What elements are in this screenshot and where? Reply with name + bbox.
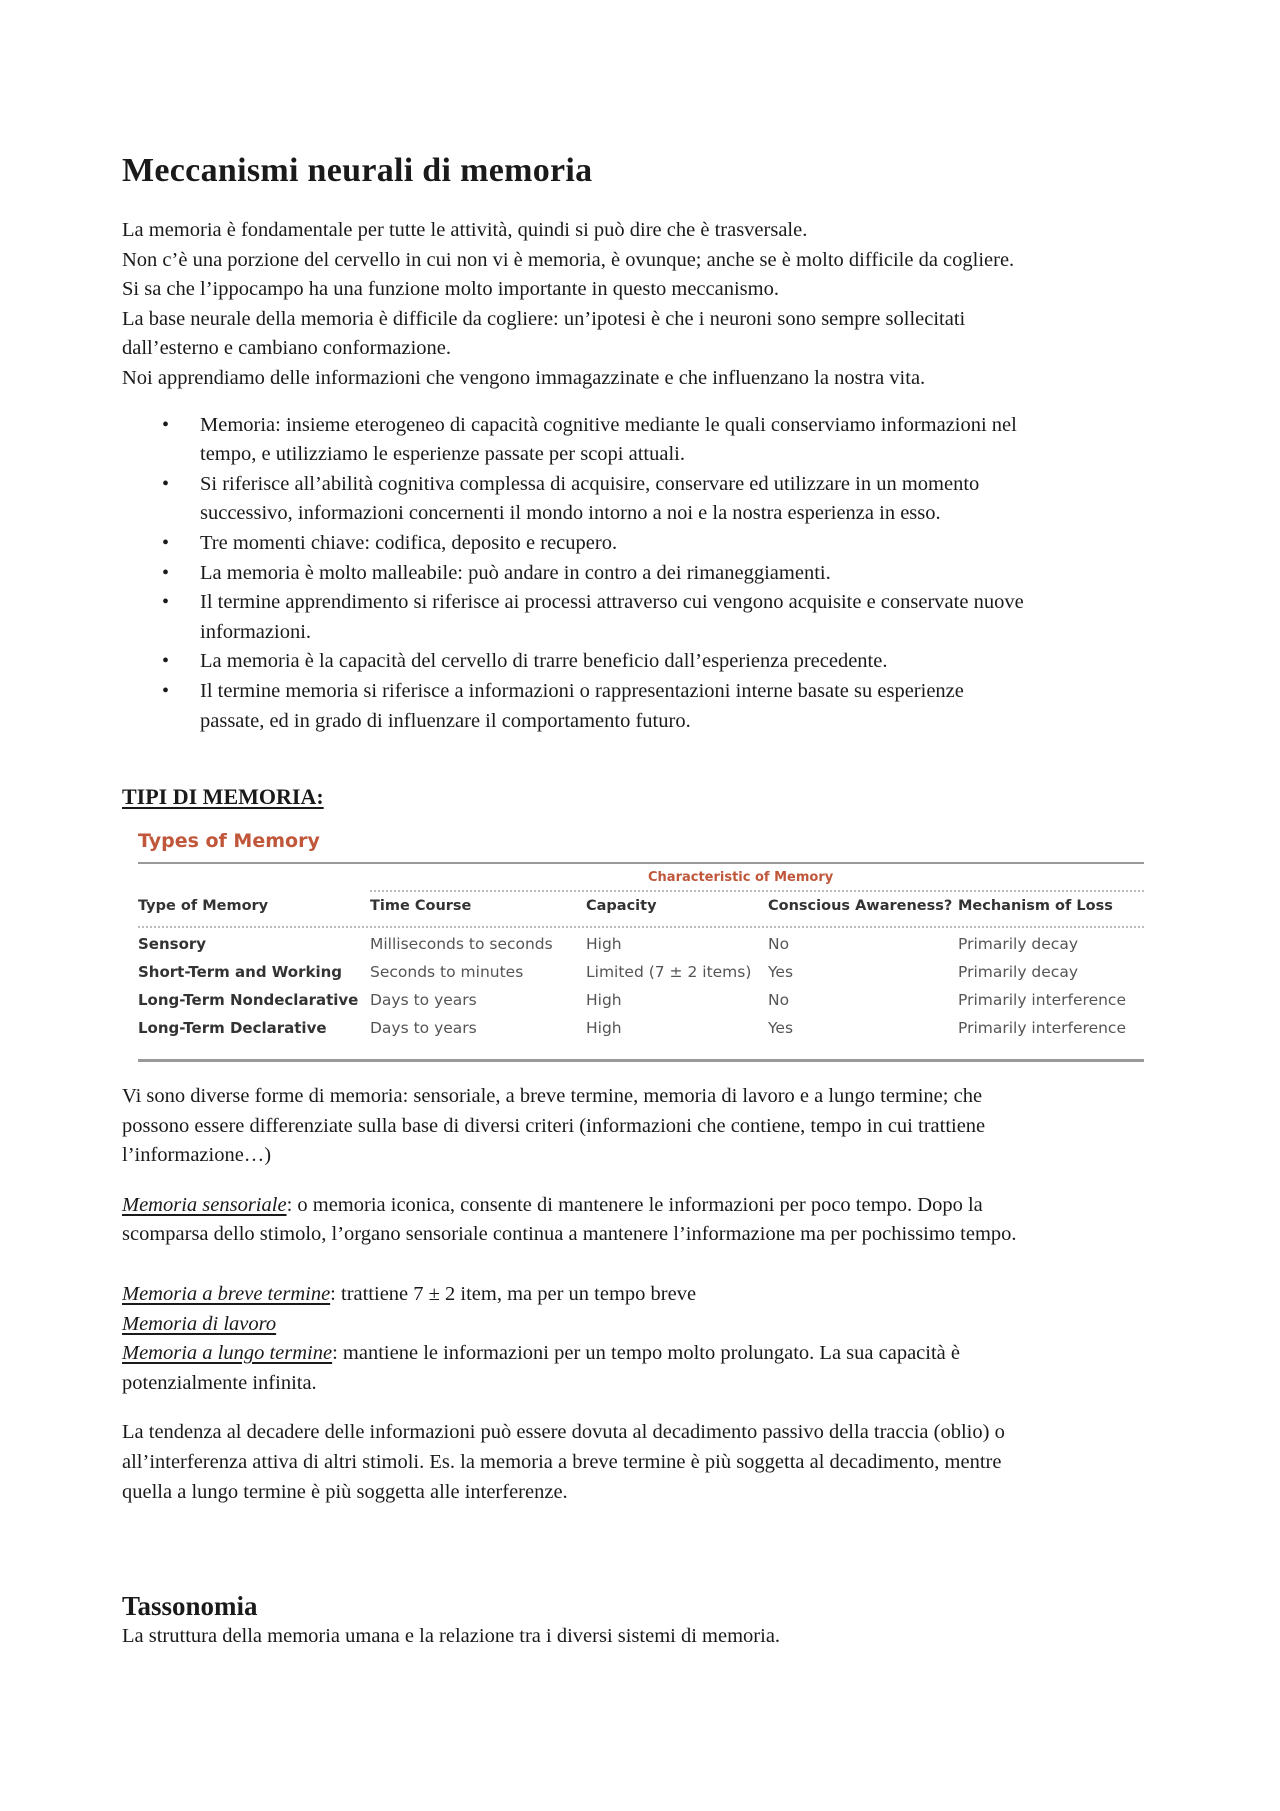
table-cell: High: [586, 935, 622, 954]
figure-title: Types of Memory: [138, 830, 320, 853]
intro-line: La base neurale della memoria è difficile da cogliere: un’ipotesi è che i neuroni sono sempre sollecitati: [122, 307, 966, 330]
bullet-icon: •: [162, 472, 170, 495]
table-cell: Primarily decay: [958, 935, 1079, 954]
table-header-cell: Conscious Awareness?: [768, 898, 953, 915]
intro-line: dall’esterno e cambiano conformazione.: [122, 337, 451, 360]
table-header-cell: Mechanism of Loss: [958, 898, 1113, 915]
table-cell: Seconds to minutes: [370, 963, 524, 982]
list-item: • La memoria è molto malleabile: può andare in contro a dei rimaneggiamenti.: [122, 559, 1168, 589]
term-lavoro: Memoria di lavoro: [122, 1312, 277, 1335]
bullet-icon: •: [162, 561, 170, 584]
table-cell: No: [768, 991, 790, 1010]
table-cell: Long-Term Nondeclarative: [138, 991, 359, 1010]
list-item: • Tre momenti chiave: codifica, deposito e recupero.: [122, 529, 1168, 559]
table-cell: High: [586, 1019, 622, 1038]
table-header-cell: Type of Memory: [138, 898, 269, 915]
sensory-memory-paragraph: Memoria sensoriale: o memoria iconica, consente di mantenere le informazioni per poco tempo. Dopo la scomparsa dello stimolo, l’organo sensoriale continua a mantenere l’informazione ma per pochissimo tempo.: [122, 1193, 1017, 1246]
table-cell: Yes: [768, 963, 794, 982]
term-lungo: Memoria a lungo termine: [122, 1342, 333, 1365]
table-cell: Limited (7 ± 2 items): [586, 963, 752, 982]
intro-line: Non c’è una porzione del cervello in cui non vi è memoria, è ovunque; anche se è molto difficile da cogliere.: [122, 248, 1015, 271]
table-cell: Days to years: [370, 991, 477, 1010]
document-content: [122, 152, 1168, 1652]
table-cell: Milliseconds to seconds: [370, 935, 553, 954]
types-of-memory-figure: [138, 830, 1144, 1062]
section-heading-tassonomia: Tassonomia: [122, 1591, 258, 1622]
table-cell: Primarily interference: [958, 1019, 1126, 1038]
table-header-cell: Time Course: [370, 898, 472, 915]
figure-dotted-rule: [370, 890, 1144, 892]
table-cell: Long-Term Declarative: [138, 1019, 327, 1038]
table-cell: Primarily decay: [958, 963, 1079, 982]
memory-types-definitions: Memoria a breve termine: trattiene 7 ± 2 item, ma per un tempo breve Memoria di lavoro Memoria a lungo termine: mantiene le informazioni per un tempo molto prolungato. La sua capacità è potenzialmente infinita.: [122, 1283, 960, 1394]
intro-line: Si sa che l’ippocampo ha una funzione molto importante in questo meccanismo.: [122, 278, 779, 301]
table-cell: Days to years: [370, 1019, 477, 1038]
table-header-cell: Capacity: [586, 898, 657, 915]
list-item: • Il termine apprendimento si riferisce ai processi attraverso cui vengono acquisite e conservate nuove informazioni.: [122, 588, 1168, 647]
definitions-list: [122, 411, 1168, 737]
bullet-icon: •: [162, 591, 170, 614]
table-cell: No: [768, 935, 790, 954]
bullet-icon: •: [162, 650, 170, 673]
term-breve: Memoria a breve termine: [122, 1283, 331, 1306]
intro-line: Noi apprendiamo delle informazioni che vengono immagazzinate e che influenzano la nostra vita.: [122, 366, 926, 389]
intro-paragraph: [122, 216, 1168, 394]
term-sensoriale: Memoria sensoriale: [122, 1193, 287, 1216]
table-cell: Short-Term and Working: [138, 963, 343, 982]
bullet-icon: •: [162, 413, 170, 436]
list-item: • Il termine memoria si riferisce a informazioni o rappresentazioni interne basate su esperienze passate, ed in grado di influenzare il comportamento futuro.: [122, 677, 1168, 736]
table-cell: High: [586, 991, 622, 1010]
decay-paragraph: La tendenza al decadere delle informazioni può essere dovuta al decadimento passivo della traccia (oblio) o all’interferenza attiva di altri stimoli. Es. la memoria a breve termine è più soggetta al decadimento, mentre quella a lungo termine è più soggetta alle interferenze.: [122, 1421, 1005, 1503]
list-item: • La memoria è la capacità del cervello di trarre beneficio dall’esperienza precedente.: [122, 647, 1168, 677]
intro-line: La memoria è fondamentale per tutte le attività, quindi si può dire che è trasversale.: [122, 219, 808, 241]
table-cell: Yes: [768, 1019, 794, 1038]
tassonomia-text: La struttura della memoria umana e la relazione tra i diversi sistemi di memoria.: [122, 1625, 781, 1648]
table-cell: Primarily interference: [958, 991, 1126, 1010]
forms-paragraph: Vi sono diverse forme di memoria: sensoriale, a breve termine, memoria di lavoro e a lungo termine; che possono essere differenziate sulla base di diversi criteri (informazioni che contiene, tempo in cui trattiene l’informazione…): [122, 1085, 986, 1167]
bullet-icon: •: [162, 679, 170, 702]
memory-types-table: [138, 898, 1144, 1044]
figure-subheading: Characteristic of Memory: [648, 870, 834, 886]
table-cell: Sensory: [138, 935, 207, 954]
section-heading-types: TIPI DI MEMORIA:: [122, 784, 324, 810]
figure-bottom-rule: [138, 1059, 1144, 1062]
figure-top-rule: [138, 862, 1144, 864]
bullet-icon: •: [162, 531, 170, 554]
list-item: • Memoria: insieme eterogeneo di capacità cognitive mediante le quali conserviamo informazioni nel tempo, e utilizziamo le esperienze passate per scopi attuali.: [122, 411, 1168, 470]
list-item: • Si riferisce all’abilità cognitiva complessa di acquisire, conservare ed utilizzare in un momento successivo, informazioni concernenti il mondo intorno a noi e la nostra esperienza in esso.: [122, 470, 1168, 529]
page-title: Meccanismi neurali di memoria: [122, 152, 593, 189]
